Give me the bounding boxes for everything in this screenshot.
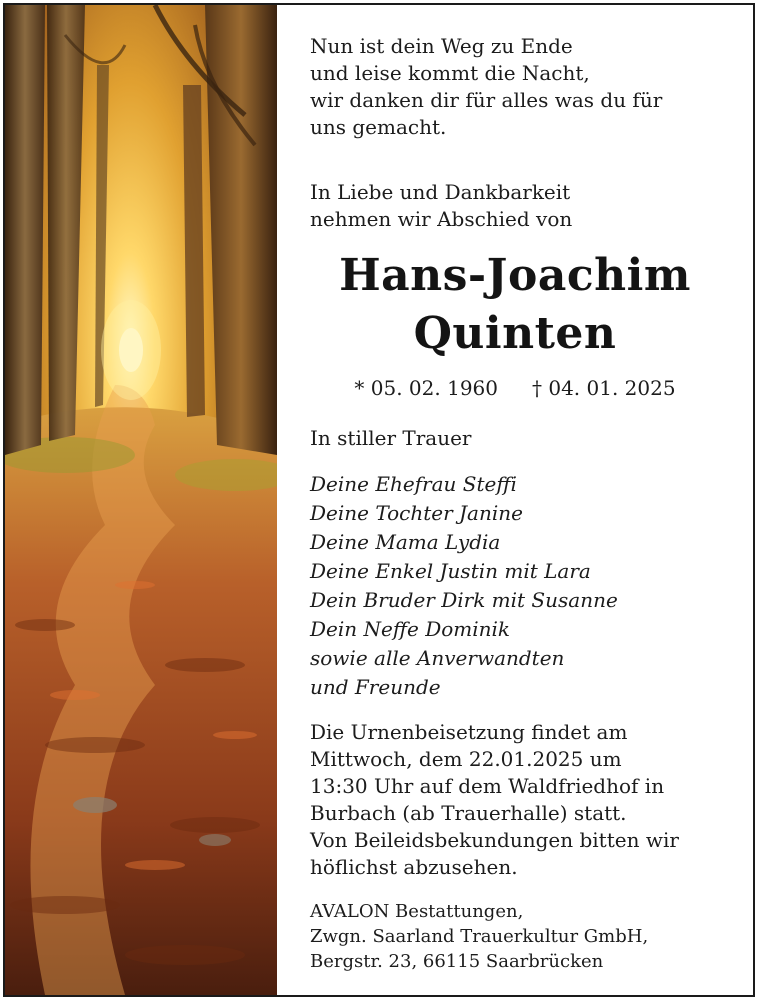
family-member: Dein Bruder Dirk mit Susanne — [310, 588, 618, 612]
first-name: Hans-Joachim — [339, 250, 691, 301]
last-name: Quinten — [413, 308, 617, 359]
family-member: sowie alle Anverwandten — [310, 646, 565, 670]
mourning-label: In stiller Trauer — [310, 426, 472, 450]
family-member: Dein Neffe Dominik — [310, 617, 511, 641]
funeral-info — [310, 719, 679, 881]
funeral-line: Mittwoch, dem 22.01.2025 um — [310, 747, 622, 771]
undertaker-info — [310, 899, 648, 974]
undertaker-line: Bergstr. 23, 66115 Saarbrücken — [310, 951, 604, 972]
family-member: Deine Ehefrau Steffi — [310, 472, 517, 496]
funeral-line: 13:30 Uhr auf dem Waldfriedhof in — [310, 774, 665, 798]
funeral-line: Die Urnenbeisetzung findet am — [310, 720, 628, 744]
family-member: Deine Enkel Justin mit Lara — [310, 559, 591, 583]
poem-line: uns gemacht. — [310, 115, 447, 139]
obituary-text — [310, 33, 740, 972]
poem-line: wir danken dir für alles was du für — [310, 88, 663, 112]
family-list — [310, 470, 618, 702]
intro — [310, 179, 572, 233]
funeral-line: Von Beileidsbekundungen bitten wir — [310, 828, 679, 852]
intro-line: In Liebe und Dankbarkeit — [310, 180, 571, 204]
forest-path-image — [5, 5, 277, 995]
intro-line: nehmen wir Abschied von — [310, 207, 573, 231]
deceased-name — [310, 247, 720, 363]
obituary-frame — [3, 3, 755, 997]
poem-line: Nun ist dein Weg zu Ende — [310, 34, 573, 58]
death-date: † 04. 01. 2025 — [532, 376, 676, 400]
undertaker-line: AVALON Bestattungen, — [310, 901, 524, 922]
funeral-line: höflichst abzusehen. — [310, 855, 518, 879]
undertaker-line: Zwgn. Saarland Trauerkultur GmbH, — [310, 926, 649, 947]
life-dates — [310, 375, 720, 402]
birth-date: * 05. 02. 1960 — [354, 376, 498, 400]
family-member: Deine Tochter Janine — [310, 501, 523, 525]
family-member: Deine Mama Lydia — [310, 530, 501, 554]
poem — [310, 33, 740, 141]
family-member: und Freunde — [310, 675, 441, 699]
funeral-line: Burbach (ab Trauerhalle) statt. — [310, 801, 627, 825]
poem-line: und leise kommt die Nacht, — [310, 61, 590, 85]
